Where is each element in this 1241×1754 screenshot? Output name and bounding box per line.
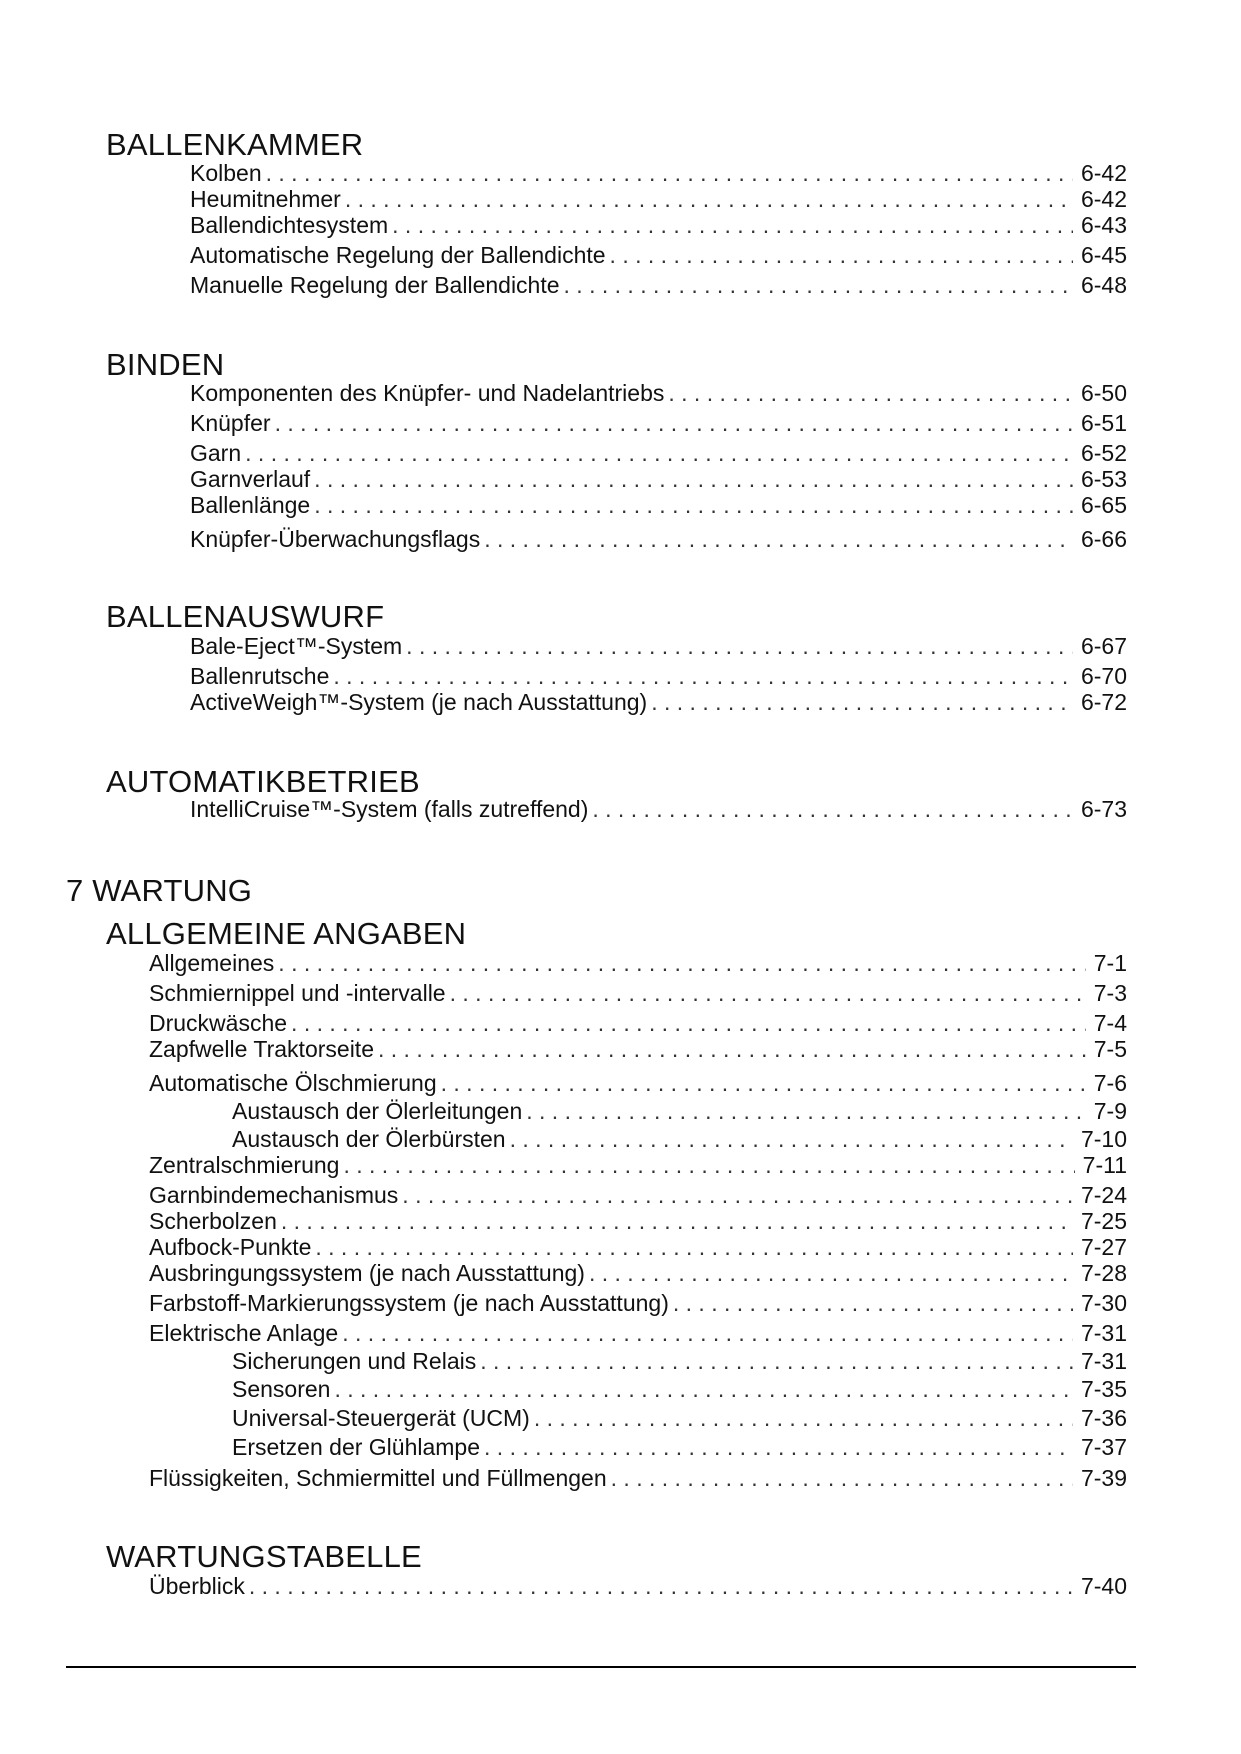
toc-entry-page: 7-28	[1080, 1260, 1127, 1286]
toc-entry-title: Allgemeines	[149, 950, 275, 976]
toc-entry[interactable]	[149, 1035, 1127, 1063]
toc-entry-title: Austausch der Ölerbürsten	[232, 1126, 506, 1152]
toc-entry-title: Zentralschmierung	[149, 1152, 340, 1178]
toc-entry-title: Heumitnehmer	[190, 186, 341, 212]
toc-entry-title: Sensoren	[232, 1376, 331, 1402]
toc-entry-title: Garnbindemechanismus	[149, 1182, 399, 1208]
toc-entry-page: 6-66	[1080, 526, 1127, 552]
toc-entry-page: 6-67	[1080, 633, 1127, 659]
heading-ballenkammer: BALLENKAMMER	[106, 127, 364, 162]
toc-entry[interactable]	[149, 1181, 1127, 1209]
toc-entry-title: Scherbolzen	[149, 1208, 277, 1234]
toc-entry-title: IntelliCruise™-System (falls zutreffend)	[190, 796, 589, 822]
toc-entry[interactable]	[149, 1069, 1127, 1097]
toc-entry[interactable]	[149, 949, 1127, 977]
toc-entry-title: ActiveWeigh™-System (je nach Ausstattung)	[190, 689, 648, 715]
dot-leader	[342, 1319, 1073, 1347]
toc-entry-title: Ballenrutsche	[190, 663, 330, 689]
dot-leader	[281, 1207, 1073, 1235]
dot-leader	[611, 1464, 1073, 1492]
dot-leader	[534, 1404, 1073, 1432]
toc-entry[interactable]	[190, 241, 1127, 269]
toc-entry-title: Elektrische Anlage	[149, 1320, 339, 1346]
toc-entry-page: 6-53	[1080, 466, 1127, 492]
toc-entry-title: Schmiernippel und -intervalle	[149, 980, 446, 1006]
heading-allgemeine-angaben: ALLGEMEINE ANGABEN	[106, 916, 467, 951]
toc-entry-title: Ballendichtesystem	[190, 212, 389, 238]
dot-leader	[592, 795, 1073, 823]
dot-leader	[334, 1375, 1072, 1403]
dot-leader	[510, 1125, 1073, 1153]
toc-entry[interactable]	[232, 1433, 1127, 1461]
heading-wartungstabelle: WARTUNGSTABELLE	[106, 1539, 422, 1574]
toc-entry-page: 7-25	[1080, 1208, 1127, 1234]
toc-entry-title: Druckwäsche	[149, 1010, 288, 1036]
dot-leader	[484, 525, 1073, 553]
toc-entry-page: 6-72	[1080, 689, 1127, 715]
toc-entry-title: Universal-Steuergerät (UCM)	[232, 1405, 530, 1431]
toc-entry[interactable]	[232, 1375, 1127, 1403]
toc-entry-page: 6-70	[1080, 663, 1127, 689]
toc-entry-title: Garn	[190, 440, 242, 466]
footer-rule	[66, 1666, 1136, 1668]
heading-ballenauswurf: BALLENAUSWURF	[106, 599, 385, 634]
toc-entry[interactable]	[232, 1347, 1127, 1375]
toc-entry-title: Ausbringungssystem (je nach Ausstattung)	[149, 1260, 585, 1286]
toc-entry-page: 6-48	[1080, 272, 1127, 298]
toc-entry-title: Austausch der Ölerleitungen	[232, 1098, 523, 1124]
toc-entry[interactable]	[190, 211, 1127, 239]
toc-entry-page: 7-24	[1080, 1182, 1127, 1208]
dot-leader	[378, 1035, 1086, 1063]
dot-leader	[315, 1233, 1073, 1261]
toc-entry[interactable]	[149, 1233, 1127, 1261]
toc-entry[interactable]	[149, 1259, 1127, 1287]
toc-entry-page: 7-27	[1080, 1234, 1127, 1260]
toc-entry[interactable]	[190, 632, 1127, 660]
toc-entry-page: 7-35	[1080, 1376, 1127, 1402]
chapter-heading-wartung: 7 WARTUNG	[66, 873, 253, 908]
toc-entry[interactable]	[190, 525, 1127, 553]
toc-entry[interactable]	[149, 1207, 1127, 1235]
toc-entry[interactable]	[190, 271, 1127, 299]
toc-entry-title: Bale-Eject™-System	[190, 633, 403, 659]
dot-leader	[345, 185, 1073, 213]
toc-entry-title: Flüssigkeiten, Schmiermittel und Füllmengen	[149, 1465, 607, 1491]
dot-leader	[314, 465, 1073, 493]
toc-entry-title: Farbstoff-Markierungssystem (je nach Ausstattung)	[149, 1290, 669, 1316]
toc-entry-title: Kolben	[190, 160, 262, 186]
dot-leader	[406, 632, 1073, 660]
toc-entry[interactable]	[190, 439, 1127, 467]
toc-entry[interactable]	[190, 185, 1127, 213]
toc-entry[interactable]	[190, 662, 1127, 690]
toc-entry-title: Knüpfer	[190, 410, 271, 436]
dot-leader	[526, 1097, 1086, 1125]
toc-entry-title: Ballenlänge	[190, 492, 311, 518]
dot-leader	[314, 491, 1073, 519]
toc-entry[interactable]	[149, 1572, 1127, 1600]
toc-entry[interactable]	[149, 1009, 1127, 1037]
dot-leader	[441, 1069, 1086, 1097]
dot-leader	[402, 1181, 1073, 1209]
dot-leader	[278, 949, 1085, 977]
toc-entry-title: Knüpfer-Überwachungsflags	[190, 526, 481, 552]
toc-entry[interactable]	[149, 1464, 1127, 1492]
toc-entry[interactable]	[149, 979, 1127, 1007]
toc-entry-page: 7-31	[1080, 1320, 1127, 1346]
dot-leader	[249, 1572, 1073, 1600]
toc-entry-page: 7-31	[1080, 1348, 1127, 1374]
dot-leader	[480, 1347, 1073, 1375]
toc-entry-title: Automatische Regelung der Ballendichte	[190, 242, 606, 268]
toc-entry-page: 7-11	[1082, 1152, 1127, 1178]
toc-entry-page: 7-40	[1080, 1573, 1127, 1599]
toc-entry-page: 6-50	[1080, 380, 1127, 406]
dot-leader	[343, 1151, 1074, 1179]
toc-entry[interactable]	[190, 465, 1127, 493]
toc-entry-title: Garnverlauf	[190, 466, 311, 492]
toc-entry-page: 7-10	[1080, 1126, 1127, 1152]
dot-leader	[610, 241, 1073, 269]
toc-entry-page: 7-1	[1093, 950, 1127, 976]
toc-entry-title: Manuelle Regelung der Ballendichte	[190, 272, 560, 298]
toc-entry[interactable]	[190, 159, 1127, 187]
toc-entry-title: Ersetzen der Glühlampe	[232, 1434, 481, 1460]
toc-entry[interactable]	[232, 1404, 1127, 1432]
dot-leader	[668, 379, 1073, 407]
toc-entry-page: 7-5	[1093, 1036, 1127, 1062]
dot-leader	[291, 1009, 1086, 1037]
toc-entry-page: 6-52	[1080, 440, 1127, 466]
toc-entry-page: 7-6	[1093, 1070, 1127, 1096]
dot-leader	[673, 1289, 1073, 1317]
toc-entry[interactable]	[190, 409, 1127, 437]
dot-leader	[450, 979, 1086, 1007]
toc-entry-page: 7-30	[1080, 1290, 1127, 1316]
toc-entry-page: 6-65	[1080, 492, 1127, 518]
toc-entry-title: Sicherungen und Relais	[232, 1348, 477, 1374]
toc-entry[interactable]	[190, 491, 1127, 519]
toc-entry-title: Zapfwelle Traktorseite	[149, 1036, 374, 1062]
toc-entry-page: 7-39	[1080, 1465, 1127, 1491]
toc-entry[interactable]	[190, 688, 1127, 716]
toc-entry[interactable]	[149, 1151, 1127, 1179]
dot-leader	[484, 1433, 1073, 1461]
toc-entry-page: 6-73	[1080, 796, 1127, 822]
toc-entry-page: 7-4	[1093, 1010, 1127, 1036]
dot-leader	[333, 662, 1073, 690]
dot-leader	[266, 159, 1073, 187]
toc-entry-page: 7-36	[1080, 1405, 1127, 1431]
toc-entry[interactable]	[149, 1319, 1127, 1347]
toc-entry-page: 7-9	[1093, 1098, 1127, 1124]
toc-entry[interactable]	[190, 379, 1127, 407]
dot-leader	[275, 409, 1073, 437]
dot-leader	[392, 211, 1073, 239]
toc-entry-title: Automatische Ölschmierung	[149, 1070, 437, 1096]
dot-leader	[651, 688, 1073, 716]
toc-entry-title: Überblick	[149, 1573, 245, 1599]
toc-entry[interactable]	[190, 795, 1127, 823]
dot-leader	[564, 271, 1073, 299]
toc-entry-page: 6-42	[1080, 160, 1127, 186]
toc-entry[interactable]	[149, 1289, 1127, 1317]
toc-entry-page: 6-45	[1080, 242, 1127, 268]
toc-entry[interactable]	[232, 1097, 1127, 1125]
toc-entry-title: Aufbock-Punkte	[149, 1234, 312, 1260]
heading-automatikbetrieb: AUTOMATIKBETRIEB	[106, 764, 420, 799]
heading-binden: BINDEN	[106, 347, 225, 382]
toc-entry-page: 6-42	[1080, 186, 1127, 212]
toc-entry-page: 6-43	[1080, 212, 1127, 238]
toc-entry-page: 6-51	[1080, 410, 1127, 436]
dot-leader	[589, 1259, 1073, 1287]
toc-entry[interactable]	[232, 1125, 1127, 1153]
toc-entry-title: Komponenten des Knüpfer- und Nadelantriebs	[190, 380, 665, 406]
dot-leader	[245, 439, 1073, 467]
toc-entry-page: 7-3	[1093, 980, 1127, 1006]
toc-entry-page: 7-37	[1080, 1434, 1127, 1460]
